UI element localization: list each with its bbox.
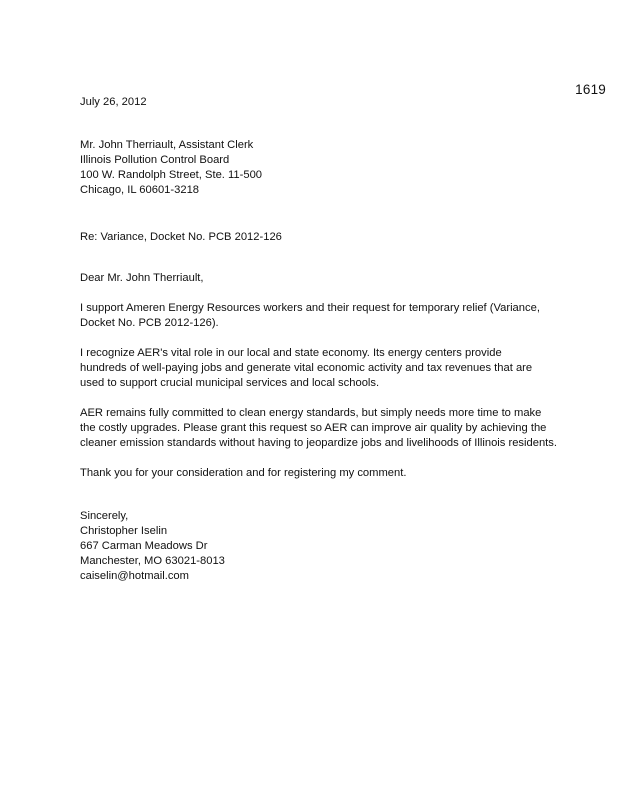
paragraph-line: Docket No. PCB 2012-126). [80,317,219,329]
recipient-line: Illinois Pollution Control Board [80,154,230,166]
paragraph-thanks [80,466,580,481]
signature-block [80,509,580,584]
letter-body [80,95,580,584]
paragraph-economy [80,346,580,391]
paragraph-line: hundreds of well-paying jobs and generate vital economic activity and tax revenues that are [80,362,533,374]
sender-name: Christopher Iselin [80,525,168,537]
sender-street: 667 Carman Meadows Dr [80,540,208,552]
recipient-line: Mr. John Therriault, Assistant Clerk [80,139,254,151]
paragraph-line: I recognize AER's vital role in our local and state economy. Its energy centers provide [80,347,502,359]
closing-word: Sincerely, [80,510,129,522]
page-number: 1619 [575,82,606,97]
recipient-line: 100 W. Randolph Street, Ste. 11-500 [80,169,263,181]
sender-city: Manchester, MO 63021-8013 [80,555,225,567]
subject-line: Re: Variance, Docket No. PCB 2012-126 [80,231,282,243]
paragraph-line: I support Ameren Energy Resources workers and their request for temporary relief (Variance, [80,302,540,314]
paragraph-support [80,301,580,331]
recipient-address [80,138,580,198]
letter-date: July 26, 2012 [80,96,147,108]
paragraph-line: AER remains fully committed to clean energy standards, but simply needs more time to make [80,407,542,419]
sender-email: caiselin@hotmail.com [80,570,189,582]
recipient-line: Chicago, IL 60601-3218 [80,184,200,196]
paragraph-line: Thank you for your consideration and for registering my comment. [80,467,407,479]
paragraph-line: cleaner emission standards without having to jeopardize jobs and livelihoods of Illinois residents. [80,437,557,449]
paragraph-request [80,406,580,451]
salutation: Dear Mr. John Therriault, [80,272,204,284]
paragraph-line: the costly upgrades. Please grant this request so AER can improve air quality by achieving the [80,422,547,434]
paragraph-line: used to support crucial municipal services and local schools. [80,377,380,389]
